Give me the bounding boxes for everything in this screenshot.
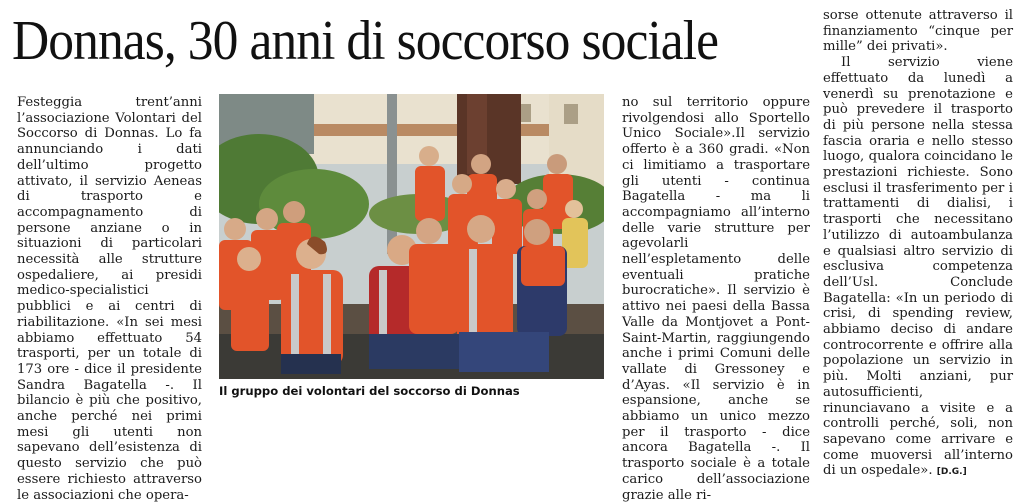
article-paragraph bbox=[823, 55, 1013, 481]
article-paragraph: no sul territorio oppure rivolgendosi allo Sportello Unico Sociale».Il servizio offerto è a 360 gradi. «Non ci limitiamo a trasportare gli utenti - continua Bagatella - ma li accompagniamo all’interno delle varie strutture per agevolarli nell’espletamento delle eventuali pratiche burocratiche». Il servizio è attivo nei paesi della Bassa Valle da Montjovet a Pont-Saint-Martin, raggiungendo anche i primi Comuni delle vallate di Gressoney e d’Ayas. «Il servizio è in espansione, anche se abbiamo un unico mezzo per il trasporto - dice ancora Bagatella -. Il trasporto sociale è a totale carico dell’associazione grazie alle ri- bbox=[622, 95, 810, 503]
article-column-1 bbox=[17, 95, 202, 503]
headline: Donnas, 30 anni di soccorso sociale bbox=[12, 10, 719, 72]
photo-caption: Il gruppo dei volontari del soccorso di Donnas bbox=[219, 384, 520, 398]
article-column-3 bbox=[622, 95, 810, 503]
author-signature: [D.G.] bbox=[936, 467, 967, 478]
group-photo bbox=[219, 94, 604, 379]
article-paragraph: Festeggia trent’anni l’associazione Volontari del Soccorso di Donnas. Lo fa annunciando i dati dell’ultimo progetto attivato, il servizio Aeneas di trasporto e accompagnamento di persone anziane o in situazioni di particolari necessità alle strutture ospedaliere, ai presidi medico-specialistici pubblici e ai centri di riabilitazione. «In sei mesi abbiamo effettuato 54 trasporti, per un totale di 173 ore - dice il presidente Sandra Bagatella -. Il bilancio è più che positivo, anche perché nei primi mesi gli utenti non sapevano dell’esistenza di questo servizio che può essere richiesto attraverso le associazioni che opera- bbox=[17, 95, 202, 503]
article-column-4 bbox=[823, 8, 1013, 481]
article-paragraph: sorse ottenute attraverso il finanziamento “cinque per mille” dei privati». bbox=[823, 8, 1013, 55]
article-paragraph-text: Il servizio viene effettuato da lunedì a venerdì su prenotazione e può prevedere il trasporto di più persone nella stessa fascia oraria e nello stesso luogo, qualora coincidano le prestazioni richieste. Sono esclusi il trasferimento per i trattamenti di dialisi, i trasporti che necessitano l’utilizzo di autoambulanza e qualsiasi altro servizio di esclusiva competenza dell’Usl. Conclude Bagatella: «In un periodo di crisi, di spending review, abbiamo deciso di andare controcorrente e offrire alla popolazione un servizio in più. Molti anziani, pur autosufficienti, rinunciavano a visite e a controlli perché, soli, non sapevano come arrivare e come muoversi all’interno di un ospedale». bbox=[823, 55, 1013, 479]
